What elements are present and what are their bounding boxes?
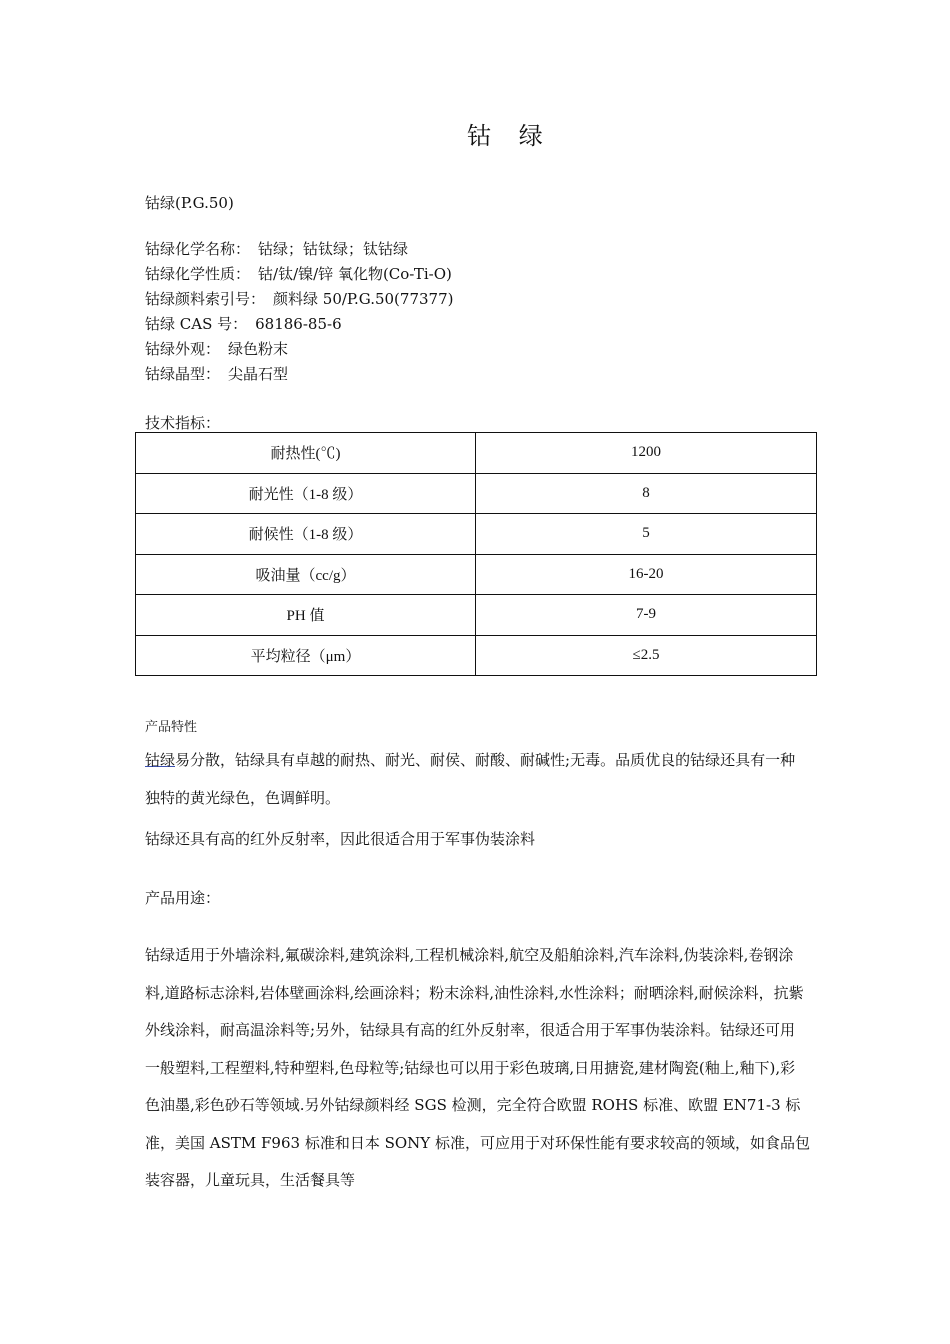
page-title: 钴 绿 (467, 122, 553, 150)
usage-heading: 产品用途： (145, 889, 221, 907)
property-label: 钴绿颜料索引号： (145, 290, 266, 308)
tech-spec-table (135, 432, 817, 676)
tech-heading: 技术指标： (145, 414, 221, 432)
property-value: 钴绿；钴钛绿；钛钴绿 (258, 240, 409, 258)
property-value: 尖晶石型 (228, 365, 289, 383)
property-value: 钴/钛/镍/锌 氧化物(Co-Ti-O) (258, 265, 452, 283)
property-label: 钴绿化学性质： (145, 265, 251, 283)
table-row (136, 554, 817, 595)
table-cell-value: 5 (476, 514, 817, 555)
features-paragraph-2: 钴绿还具有高的红外反射率，因此很适合用于军事伪装涂料 (145, 830, 536, 848)
property-line (145, 263, 452, 284)
table-cell-name: 耐热性(℃) (136, 433, 476, 474)
property-label: 钴绿晶型： (145, 365, 221, 383)
features-paragraph (145, 742, 810, 817)
table-row (136, 595, 817, 636)
property-label: 钴绿化学名称： (145, 240, 251, 258)
features-heading: 产品特性 (145, 720, 198, 735)
table-cell-value: 16-20 (476, 554, 817, 595)
table-cell-value: 8 (476, 473, 817, 514)
table-cell-value: ≤2.5 (476, 635, 817, 676)
table-row (136, 473, 817, 514)
features-text: 易分散，钴绿具有卓越的耐热、耐光、耐侯、耐酸、耐碱性;无毒。品质优良的钴绿还具有一种独特的黄光绿色，色调鲜明。 (145, 751, 796, 807)
property-line (145, 288, 453, 309)
usage-paragraph: 钴绿适用于外墙涂料,氟碳涂料,建筑涂料,工程机械涂料,航空及船舶涂料,汽车涂料,伪装涂料,卷钢涂料,道路标志涂料,岩体壁画涂料,绘画涂料；粉末涂料,油性涂料,水性涂料；耐晒涂料,耐候涂料，抗紫外线涂料，耐高温涂料等;另外，钴绿具有高的红外反射率，很适合用于军事伪装涂料。钴绿还可用一般塑料,工程塑料,特种塑料,色母粒等;钴绿也可以用于彩色玻璃,日用搪瓷,建材陶瓷(釉上,釉下),彩色油墨,彩色砂石等领域.另外钴绿颜料经 SGS 检测，完全符合欧盟 ROHS 标准、欧盟 EN71-3 标准，美国 ASTM F963 标准和日本 SONY 标准，可应用于对环保性能有要求较高的领域，如食品包装容器，儿童玩具，生活餐具等 (145, 946, 810, 1189)
property-value: 绿色粉末 (228, 340, 289, 358)
table-cell-name: PH 值 (136, 595, 476, 636)
property-line (145, 363, 288, 384)
table-cell-value: 1200 (476, 433, 817, 474)
table-row (136, 514, 817, 555)
table-row (136, 433, 817, 474)
table-cell-name: 耐候性（1-8 级） (136, 514, 476, 555)
property-value: 68186-85-6 (255, 315, 342, 333)
table-row (136, 635, 817, 676)
property-line (145, 313, 342, 334)
property-line (145, 338, 288, 359)
property-value: 颜料绿 50/P.G.50(77377) (273, 290, 454, 308)
property-label: 钴绿外观： (145, 340, 221, 358)
table-cell-name: 吸油量（cc/g） (136, 554, 476, 595)
property-label: 钴绿 CAS 号： (145, 315, 248, 333)
cobalt-green-link[interactable]: 钴绿 (145, 751, 176, 769)
table-cell-value: 7-9 (476, 595, 817, 636)
property-line (145, 238, 408, 259)
subtitle: 钴绿(P.G.50) (145, 194, 234, 212)
table-cell-name: 平均粒径（μm） (136, 635, 476, 676)
table-cell-name: 耐光性（1-8 级） (136, 473, 476, 514)
